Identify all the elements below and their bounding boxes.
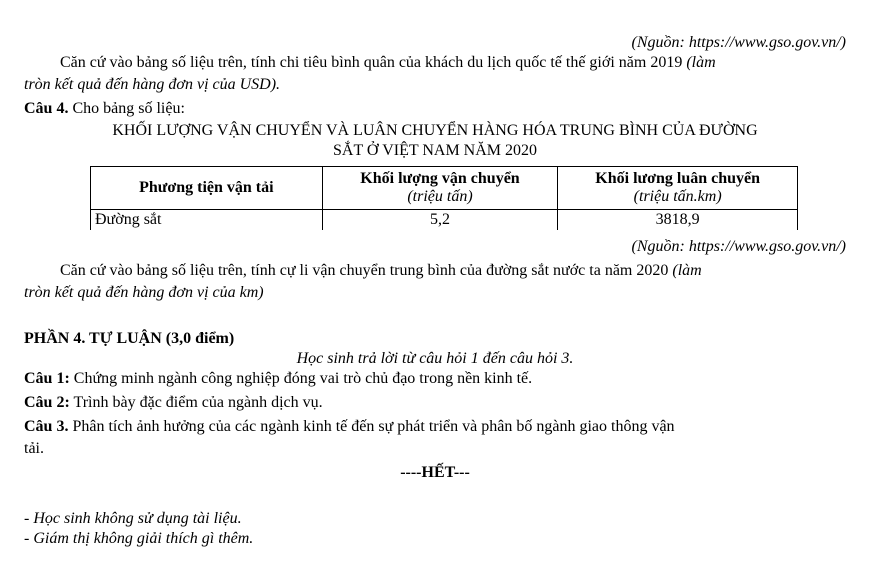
table-row xyxy=(91,210,798,231)
header-transport-volume: Khối lượng vận chuyển (triệu tấn) xyxy=(322,167,558,210)
essay-question-3-text: Phân tích ảnh hưởng của các ngành kinh tế đến sự phát triển và phân bố ngành giao thông vận xyxy=(72,418,675,435)
question-3-prompt xyxy=(24,54,846,72)
end-marker: ----HẾT--- xyxy=(400,464,470,481)
part-4-instruction: Học sinh trả lời từ câu hỏi 1 đến câu hỏi 3. xyxy=(296,350,574,367)
header-transport-mode: Phương tiện vận tải xyxy=(91,167,323,210)
note-no-materials: - Học sinh không sử dụng tài liệu. xyxy=(24,510,242,527)
question-3-prompt-note-end: tròn kết quả đến hàng đơn vị của USD). xyxy=(24,76,281,93)
question-4-label: Câu 4. xyxy=(24,100,69,117)
essay-question-3-continued: tải. xyxy=(24,440,44,457)
header-transport-volume-unit: (triệu tấn) xyxy=(407,188,473,205)
question-4-intro xyxy=(24,100,846,118)
question-4-prompt-note-start: (làm xyxy=(672,262,702,279)
question-4-text: Cho bảng số liệu: xyxy=(72,100,185,117)
note-no-explanation: - Giám thị không giải thích gì thêm. xyxy=(24,530,254,547)
table-title-line-1: KHỐI LƯỢNG VẬN CHUYỂN VÀ LUÂN CHUYỂN HÀNG HÓA TRUNG BÌNH CỦA ĐƯỜNG xyxy=(112,122,758,139)
table-cell-mode: Đường sắt xyxy=(91,210,323,231)
source-citation-table: (Nguồn: https://www.gso.gov.vn/) xyxy=(631,238,846,255)
essay-question-2 xyxy=(24,394,846,412)
question-3-prompt-note-start: (làm xyxy=(686,54,716,71)
table-header-row xyxy=(91,167,798,210)
essay-question-2-text: Trình bày đặc điểm của ngành dịch vụ. xyxy=(73,394,323,411)
source-citation-top: (Nguồn: https://www.gso.gov.vn/) xyxy=(631,34,846,51)
table-cell-turnover: 3818,9 xyxy=(558,210,798,231)
essay-question-1-label: Câu 1: xyxy=(24,370,70,387)
essay-question-3 xyxy=(24,418,846,436)
part-4-heading: PHẦN 4. TỰ LUẬN (3,0 điểm) xyxy=(24,330,235,347)
question-4-prompt xyxy=(24,262,846,280)
essay-question-1 xyxy=(24,370,846,388)
question-4-prompt-text: Căn cứ vào bảng số liệu trên, tính cự li vận chuyển trung bình của đường sắt nước ta năm 2020 xyxy=(60,262,669,279)
question-4-prompt-note-end: tròn kết quả đến hàng đơn vị của km) xyxy=(24,284,264,301)
essay-question-2-label: Câu 2: xyxy=(24,394,70,411)
essay-question-3-label: Câu 3. xyxy=(24,418,69,435)
table-title-line-2: SẮT Ở VIỆT NAM NĂM 2020 xyxy=(332,142,537,159)
header-freight-turnover-unit: (triệu tấn.km) xyxy=(633,188,722,205)
table-cell-volume: 5,2 xyxy=(322,210,558,231)
question-3-prompt-text: Căn cứ vào bảng số liệu trên, tính chi tiêu bình quân của khách du lịch quốc tế thế giới năm 2019 xyxy=(60,54,683,71)
header-freight-turnover: Khối lương luân chuyển (triệu tấn.km) xyxy=(558,167,798,210)
essay-question-1-text: Chứng minh ngành công nghiệp đóng vai trò chủ đạo trong nền kinh tế. xyxy=(73,370,533,387)
rail-freight-table xyxy=(90,166,798,230)
